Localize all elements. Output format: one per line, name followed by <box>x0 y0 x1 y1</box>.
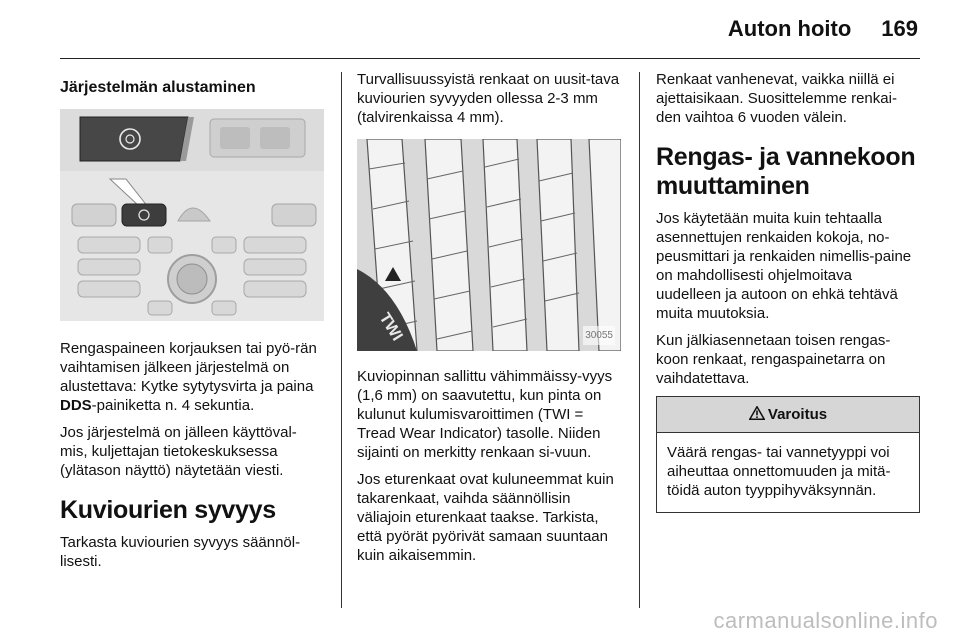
paragraph-replace-tires: Turvallisuussyistä renkaat on uusit-tava kuviourien syvyyden ollessa 2-3 mm (talvirenkaissa 4 mm). <box>357 71 620 126</box>
paragraph-system-ready: Jos järjestelmä on jälleen käyttöval-mis, kuljettajan tietokeskuksessa (ylätason näyttö) näytetään viesti. <box>60 424 297 479</box>
paragraph-tire-age: Renkaat vanhenevat, vaikka niillä ei ajettaisikaan. Suosittelemme renkai-den vaihtoa 6 vuoden välein. <box>656 71 897 126</box>
warning-box <box>656 396 920 513</box>
text-segment: -painiketta n. 4 sekuntia. <box>91 397 255 414</box>
text-segment: Rengaspaineen korjauksen tai pyö-rän vaihtamisen jälkeen järjestelmä on alustettava: Kytke sytytysvirta ja paina <box>60 340 317 395</box>
twi-marking: TWI <box>375 310 406 344</box>
figure-number: 30055 <box>583 326 615 345</box>
tread-svg <box>357 139 621 351</box>
paragraph-reset-instructions <box>60 339 324 415</box>
heading-tread-depth: Kuviourien syvyys <box>60 496 276 524</box>
paragraph-other-sizes: Jos käytetään muita kuin tehtaalla asennettujen renkaiden kokoja, no-peusmittari ja renkaiden nimellis-paine on mahdollisesti ohjelmoitava uudelleen ja autoon on ehkä tehtävä muita muutoksia. <box>656 210 912 322</box>
warning-title: Varoitus <box>767 406 828 423</box>
column-1 <box>60 70 324 579</box>
column-divider-1 <box>341 72 342 608</box>
dds-button-label: DDS <box>60 397 92 414</box>
column-3 <box>656 70 920 513</box>
warning-header <box>657 397 919 433</box>
paragraph-rotate-tires: Jos eturenkaat ovat kuluneemmat kuin takarenkaat, vaihda säännöllisin väliajoin eturenkaat taakse. Tarkista, että pyörät pyörivät samaan suuntaan kuin aikaisemmin. <box>357 471 614 564</box>
paragraph-tread-minimum: Kuviopinnan sallittu vähimmäissy-vyys (1,6 mm) on saavutettu, kun pinta on kulunut kulumisvaroittimen (TWI = Tread Wear Indicator) tasolle. Niiden sijainti on merkitty renkaan si-vuun. <box>357 368 613 461</box>
heading-tire-size-change: Rengas- ja vannekoon muuttaminen <box>656 143 916 200</box>
paragraph-pressure-label: Kun jälkiasennetaan toisen rengas-koon renkaat, rengaspainetarra on vaihdatettava. <box>656 332 891 387</box>
paragraph-check-tread: Tarkasta kuviourien syvyys säännöl-lisesti. <box>60 534 301 570</box>
dashboard-illustration <box>60 109 324 321</box>
page-header <box>728 16 918 42</box>
warning-triangle-icon <box>749 406 765 420</box>
header-rule <box>60 58 920 59</box>
page-number: 169 <box>881 16 918 41</box>
tire-tread-illustration <box>357 139 621 351</box>
watermark: carmanualsonline.info <box>713 608 938 633</box>
warning-text: Väärä rengas- tai vannetyyppi voi aiheuttaa onnettomuuden ja mitä-töidä auton tyyppihyväksynnän. <box>667 444 891 499</box>
section-title: Auton hoito <box>727 16 852 41</box>
column-2 <box>357 70 623 573</box>
column-divider-2 <box>639 72 640 608</box>
subheading-system-reset: Järjestelmän alustaminen <box>60 79 256 96</box>
dashboard-svg <box>60 109 324 321</box>
